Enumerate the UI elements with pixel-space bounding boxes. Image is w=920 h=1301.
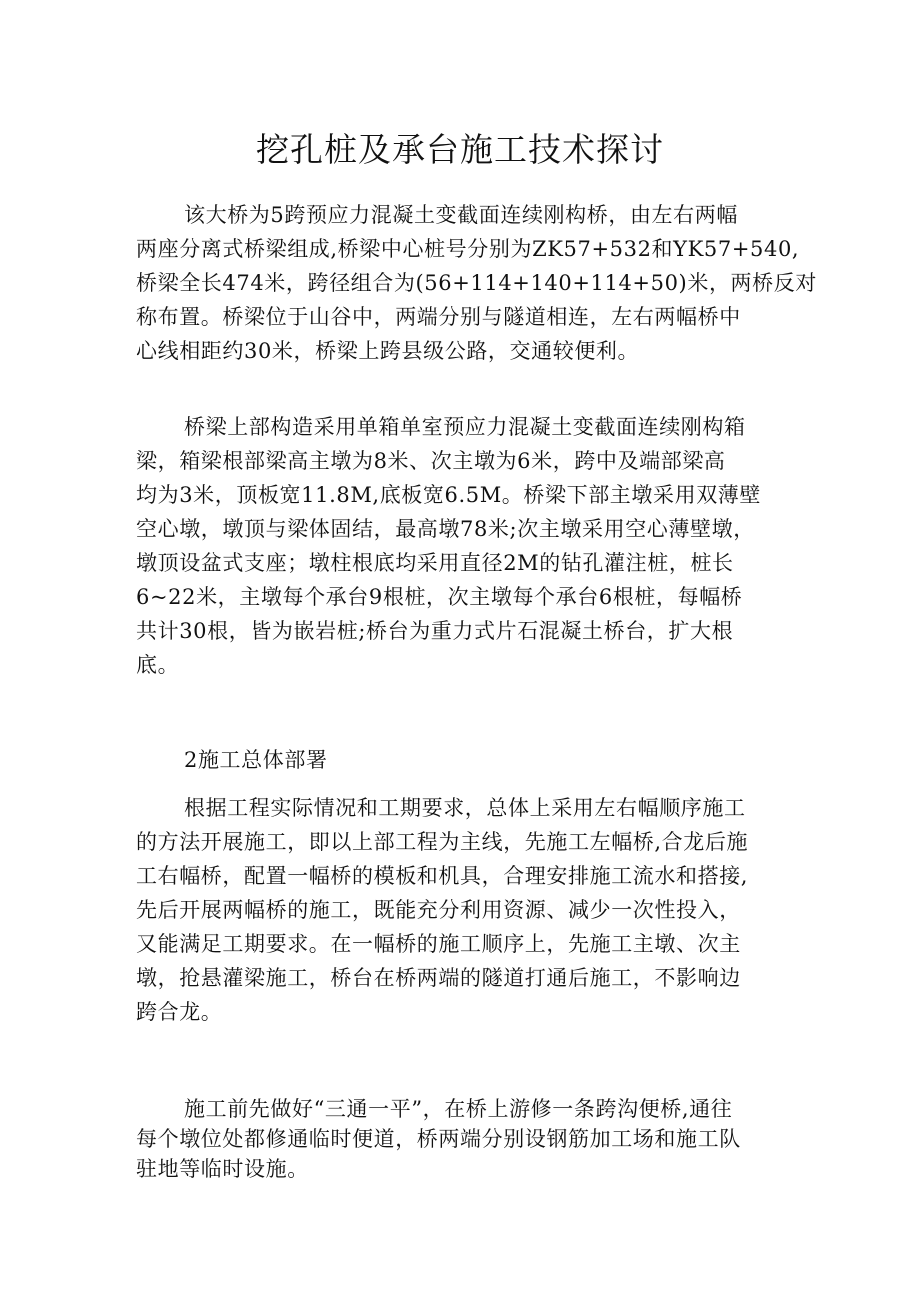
paragraph-structure [136, 410, 796, 682]
paragraph-line: 先后开展两幅桥的施工，既能充分利用资源、减少一次性投入， [136, 898, 741, 922]
paragraph-line: 施工前先做好“三通一平”，在桥上游修一条跨沟便桥,通往 [184, 1097, 733, 1121]
paragraph-line: 两座分离式桥梁组成,桥梁中心桩号分别为ZK57+532和YK57+540, [136, 237, 800, 261]
document-title: 挖孔桩及承台施工技术探讨 [256, 130, 664, 169]
paragraph-line: 均为3米，顶板宽11.8M,底板宽6.5M。桥梁下部主墩采用双薄壁 [136, 483, 761, 507]
paragraph-preparation [136, 1094, 796, 1184]
paragraph-bridge-overview [136, 198, 817, 368]
paragraph-line: 墩顶设盆式支座；墩柱根底均采用直径2M的钻孔灌注桩，桩长 [136, 551, 734, 575]
paragraph-line: 墩，抢悬灌梁施工，桥台在桥两端的隧道打通后施工，不影响边 [136, 966, 741, 990]
paragraph-line: 又能满足工期要求。在一幅桥的施工顺序上，先施工主墩、次主 [136, 932, 741, 956]
paragraph-line: 每个墩位处都修通临时便道，桥两端分别设钢筋加工场和施工队 [136, 1127, 741, 1151]
paragraph-line: 该大桥为5跨预应力混凝土变截面连续刚构桥，由左右两幅 [184, 203, 738, 227]
paragraph-line: 工右幅桥，配置一幅桥的模板和机具，合理安排施工流水和搭接, [136, 864, 749, 888]
paragraph-line: 称布置。桥梁位于山谷中，两端分别与隧道相连，左右两幅桥中 [136, 305, 741, 329]
paragraph-line: 心线相距约30米，桥梁上跨县级公路，交通较便利。 [136, 339, 640, 363]
paragraph-line: 驻地等临时设施。 [136, 1157, 309, 1181]
paragraph-line: 空心墩，墩顶与梁体固结，最高墩78米;次主墩采用空心薄壁墩， [136, 517, 755, 541]
paragraph-line: 桥梁全长474米，跨径组合为(56+114+140+114+50)米，两桥反对 [136, 271, 817, 295]
paragraph-line: 梁，箱梁根部梁高主墩为8米、次主墩为6米，跨中及端部梁高 [136, 449, 726, 473]
paragraph-deployment [136, 791, 796, 1029]
paragraph-line: 共计30根，皆为嵌岩桩;桥台为重力式片石混凝土桥台，扩大根 [136, 619, 734, 643]
paragraph-line: 桥梁上部构造采用单箱单室预应力混凝土变截面连续刚构箱 [184, 415, 746, 439]
section-heading-text: 2施工总体部署 [184, 748, 328, 772]
paragraph-line: 的方法开展施工，即以上部工程为主线，先施工左幅桥,合龙后施 [136, 830, 749, 854]
paragraph-line: 底。 [136, 653, 180, 677]
paragraph-line: 6~22米，主墩每个承台9根桩，次主墩每个承台6根桩，每幅桥 [136, 585, 743, 609]
section-heading [136, 743, 796, 777]
paragraph-line: 跨合龙。 [136, 1000, 223, 1024]
paragraph-line: 根据工程实际情况和工期要求，总体上采用左右幅顺序施工 [184, 796, 746, 820]
